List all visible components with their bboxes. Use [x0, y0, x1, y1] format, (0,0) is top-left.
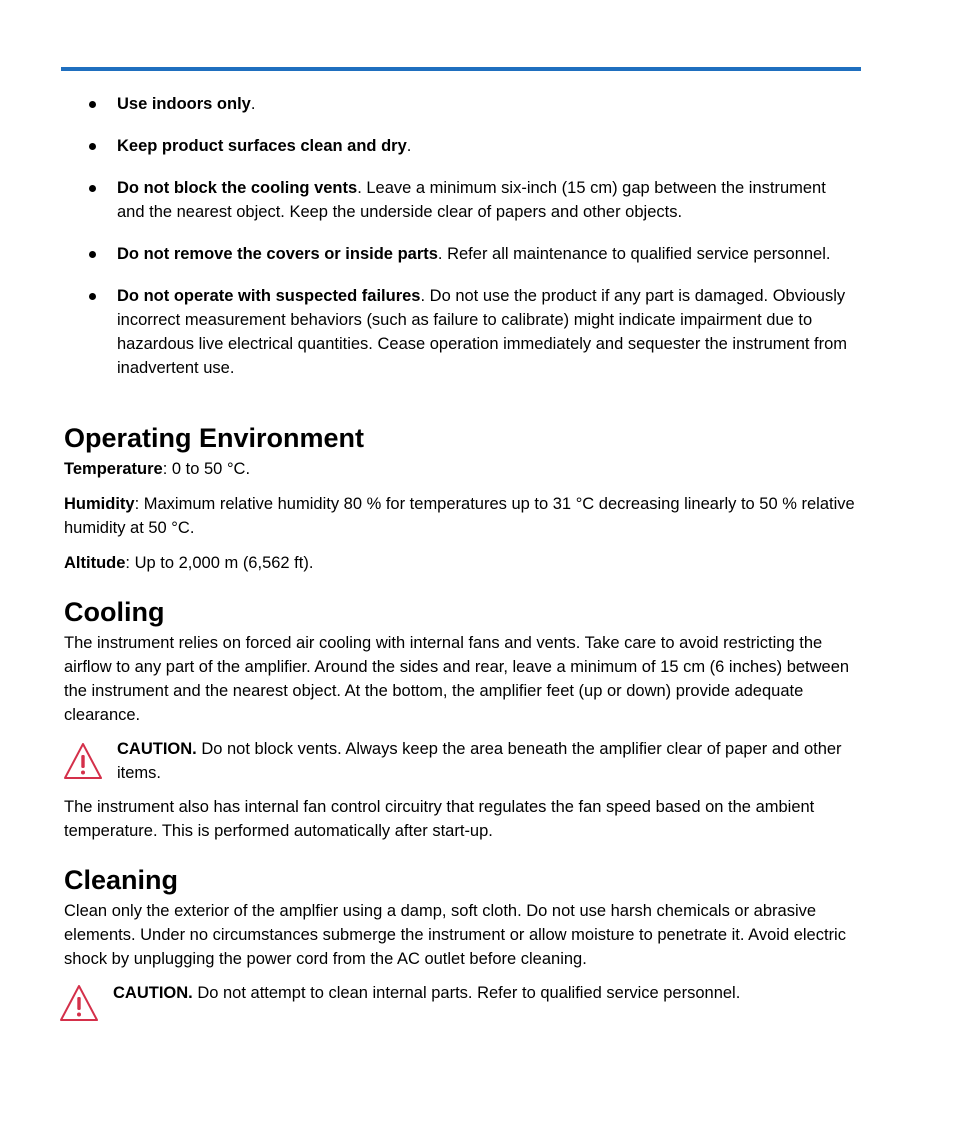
- bullet-bold: Keep product surfaces clean and dry: [117, 137, 407, 155]
- bullet-dot-icon: [89, 293, 96, 300]
- caution-text: Do not attempt to clean internal parts. Refer to qualified service personnel.: [192, 984, 741, 1002]
- bullet-item: [0, 176, 954, 224]
- bullet-text: .: [250, 95, 256, 113]
- operating-environment-heading: Operating Environment: [64, 423, 365, 453]
- caution-label: CAUTION.: [113, 984, 193, 1002]
- bullet-dot-icon: [89, 143, 96, 150]
- temperature-label: Temperature: [64, 460, 163, 478]
- bullet-bold: Do not remove the covers or inside parts: [117, 245, 438, 263]
- humidity-text: : Maximum relative humidity 80 % for temperatures up to 31 °C decreasing linearly to 50 % relative humidity at 50 °C.: [64, 495, 855, 537]
- cooling-caution: [117, 737, 862, 785]
- bullet-text: .: [406, 137, 412, 155]
- caution-text: Do not block vents. Always keep the area beneath the amplifier clear of paper and other items.: [117, 740, 842, 782]
- bullet-bold: Use indoors only: [117, 95, 251, 113]
- bullet-dot-icon: [89, 185, 96, 192]
- warning-triangle-icon: [58, 983, 100, 1023]
- bullet-bold: Do not block the cooling vents: [117, 179, 358, 197]
- altitude-text: : Up to 2,000 m (6,562 ft).: [125, 554, 314, 572]
- altitude-label: Altitude: [64, 554, 126, 572]
- cooling-section-continued: [64, 795, 864, 843]
- bullet-item: [0, 134, 954, 158]
- bullet-dot-icon: [89, 101, 96, 108]
- temperature-text: : 0 to 50 °C.: [162, 460, 251, 478]
- caution-label: CAUTION.: [117, 740, 197, 758]
- cleaning-section: [64, 864, 864, 971]
- cleaning-caution: [113, 981, 858, 1005]
- bullet-item: [0, 284, 954, 380]
- cooling-heading: Cooling: [64, 597, 165, 627]
- bullet-text: . Leave a minimum six-inch (15 cm) gap between the instrument and the nearest object. Keep the underside clear of papers and other objects.: [117, 179, 826, 221]
- header-rule: [61, 67, 861, 71]
- temperature-line: [64, 457, 864, 481]
- bullet-text: . Do not use the product if any part is damaged. Obviously incorrect measurement behaviors (such as failure to calibrate) might indicate impairment due to hazardous live electrical quantities. Cease operation immediately and sequester the instrument from inadvertent use.: [117, 287, 848, 377]
- cleaning-heading: Cleaning: [64, 865, 179, 895]
- fan-control-paragraph: The instrument also has internal fan control circuitry that regulates the fan speed based on the ambient temperature. This is performed automatically after start-up.: [64, 798, 815, 840]
- bullet-item: [0, 242, 954, 266]
- warning-triangle-icon: [62, 741, 104, 781]
- bullet-item: [0, 92, 954, 116]
- bullet-text: . Refer all maintenance to qualified service personnel.: [437, 245, 831, 263]
- cleaning-paragraph: Clean only the exterior of the amplfier using a damp, soft cloth. Do not use harsh chemicals or abrasive elements. Under no circumstances submerge the instrument or allow moisture to penetrate it. Avoid electric shock by unplugging the power cord from the AC outlet before cleaning.: [64, 902, 846, 968]
- operating-environment-section: [64, 422, 864, 575]
- bullet-bold: Do not operate with suspected failures: [117, 287, 421, 305]
- safety-bullet-list: [0, 92, 954, 398]
- humidity-line: [64, 492, 864, 540]
- altitude-line: [64, 551, 864, 575]
- bullet-dot-icon: [89, 251, 96, 258]
- cooling-section: [64, 596, 864, 727]
- humidity-label: Humidity: [64, 495, 135, 513]
- cooling-paragraph: The instrument relies on forced air cooling with internal fans and vents. Take care to avoid restricting the airflow to any part of the amplifier. Around the sides and rear, leave a minimum of 15 cm (6 inches) between the instrument and the nearest object. At the bottom, the amplifier feet (up or down) provide adequate clearance.: [64, 634, 850, 724]
